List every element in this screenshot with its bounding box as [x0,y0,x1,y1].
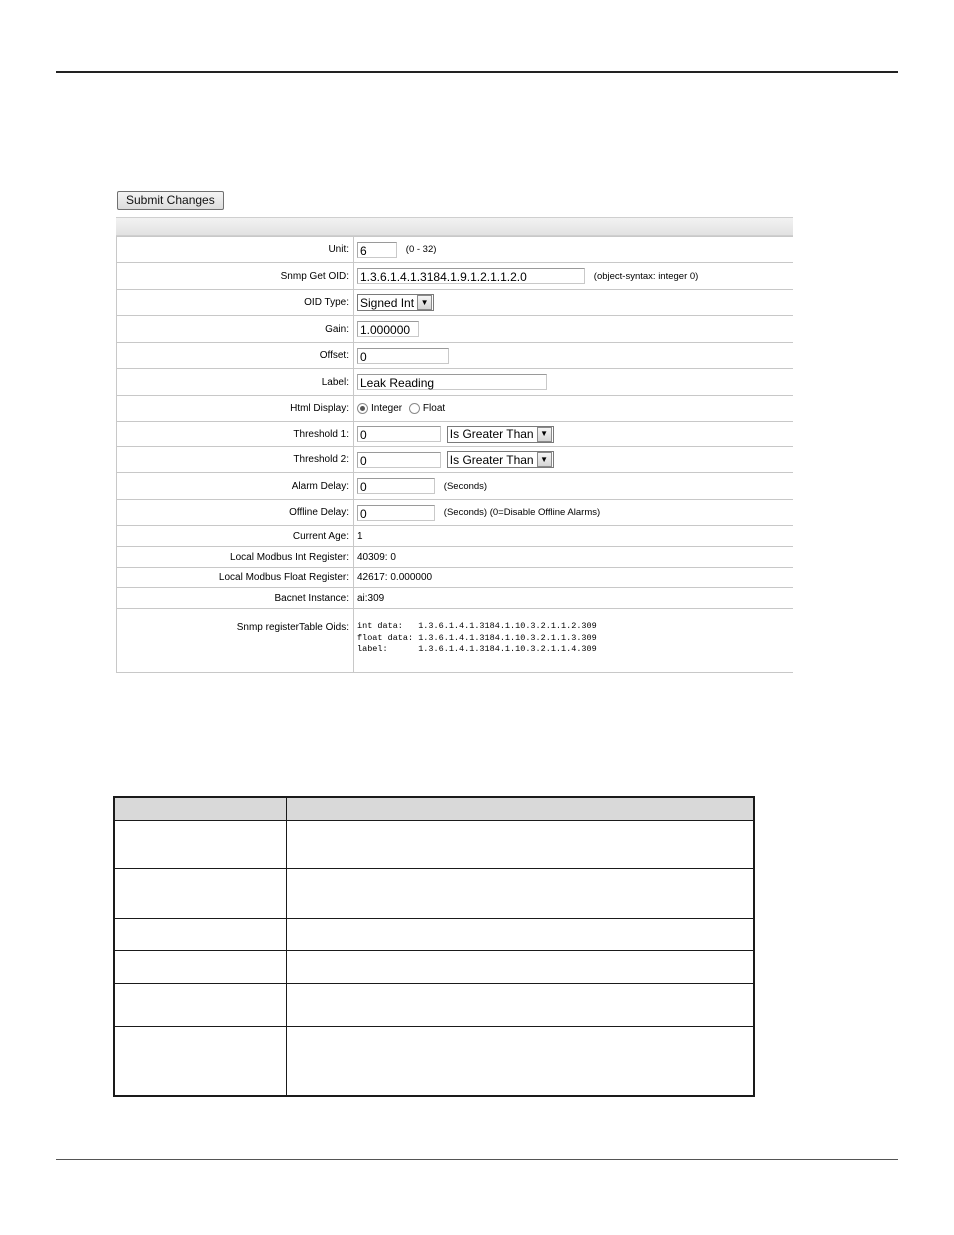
oid-type-label: OID Type: [117,290,354,316]
modbus-float-label: Local Modbus Float Register: [117,568,354,588]
submit-changes-button[interactable]: Submit Changes [117,191,224,210]
row-offline-delay [117,500,794,526]
row-bacnet [117,588,794,609]
row-snmp-oid [117,263,794,290]
register-oid-int: int data: 1.3.6.1.4.1.3184.1.10.3.2.1.1.2.309 [357,621,597,631]
snmp-oid-hint: (object-syntax: integer 0) [593,270,699,282]
oid-type-select[interactable] [357,294,434,311]
threshold-2-input[interactable]: 0 [357,452,441,468]
modbus-int-label: Local Modbus Int Register: [117,547,354,568]
integer-radio[interactable] [357,403,368,414]
row-oid-type [117,290,794,316]
config-table [116,236,793,673]
register-oid-label: label: 1.3.6.1.4.1.3184.1.10.3.2.1.1.4.309 [357,644,597,654]
threshold-1-input[interactable]: 0 [357,426,441,442]
oid-type-value: Signed Int [360,295,415,310]
gain-input[interactable]: 1.000000 [357,321,419,337]
row-current-age [117,526,794,547]
row-threshold-1 [117,422,794,447]
table-row [114,869,754,919]
empty-description-table [113,796,755,1097]
register-oids-label: Snmp registerTable Oids: [117,609,354,673]
chevron-down-icon[interactable]: ▼ [537,427,552,442]
html-display-label: Html Display: [117,396,354,422]
register-oid-float: float data: 1.3.6.1.4.1.3184.1.10.3.2.1.1.3.309 [357,632,597,643]
alarm-delay-hint: (Seconds) [443,480,488,492]
snmp-oid-input[interactable]: 1.3.6.1.4.1.3184.1.9.1.2.1.1.2.0 [357,268,585,284]
float-radio-label: Float [422,402,446,414]
row-modbus-float [117,568,794,588]
current-age-value: 1 [354,526,794,547]
row-label [117,369,794,396]
table-header-cell [114,797,287,821]
row-register-oids [117,609,794,673]
modbus-float-value: 42617: 0.000000 [354,568,794,588]
modbus-int-value: 40309: 0 [354,547,794,568]
bacnet-value: ai:309 [354,588,794,609]
table-row [114,919,754,951]
table-row [114,984,754,1027]
unit-label: Unit: [117,237,354,263]
threshold-2-label: Threshold 2: [117,447,354,473]
snmp-oid-label: Snmp Get OID: [117,263,354,290]
table-row [114,951,754,984]
row-unit [117,237,794,263]
label-input[interactable]: Leak Reading [357,374,547,390]
row-alarm-delay [117,473,794,500]
gain-label: Gain: [117,316,354,343]
chevron-down-icon[interactable]: ▼ [417,295,432,310]
row-gain [117,316,794,343]
table-header-row [114,797,754,821]
alarm-delay-label: Alarm Delay: [117,473,354,500]
offset-input[interactable]: 0 [357,348,449,364]
bacnet-label: Bacnet Instance: [117,588,354,609]
alarm-delay-input[interactable]: 0 [357,478,435,494]
header-rule [56,71,898,73]
footer-rule [56,1159,898,1160]
row-threshold-2 [117,447,794,473]
threshold-2-condition-value: Is Greater Than [449,452,534,467]
offline-delay-input[interactable]: 0 [357,505,435,521]
label-label: Label: [117,369,354,396]
integer-radio-label: Integer [371,402,403,414]
current-age-label: Current Age: [117,526,354,547]
unit-input[interactable]: 6 [357,242,397,258]
chevron-down-icon[interactable]: ▼ [537,452,552,467]
float-radio[interactable] [409,403,420,414]
offset-label: Offset: [117,343,354,369]
offline-delay-hint: (Seconds) (0=Disable Offline Alarms) [443,507,601,518]
threshold-2-condition-select[interactable] [447,451,554,468]
threshold-1-label: Threshold 1: [117,422,354,447]
offline-delay-label: Offline Delay: [117,500,354,526]
table-row [114,1027,754,1096]
row-offset [117,343,794,369]
form-header-band [116,217,793,236]
row-html-display [117,396,794,422]
table-header-cell [287,797,755,821]
row-modbus-int [117,547,794,568]
unit-hint: (0 - 32) [405,244,437,255]
threshold-1-condition-select[interactable] [447,426,554,443]
threshold-1-condition-value: Is Greater Than [449,427,534,441]
table-row [114,821,754,869]
